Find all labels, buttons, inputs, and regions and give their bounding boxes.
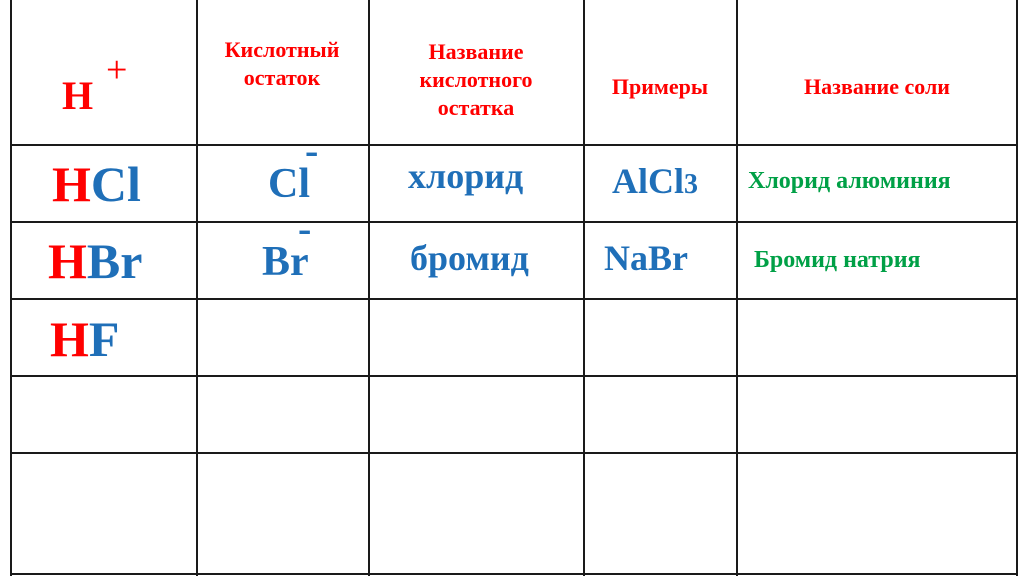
table-border-right bbox=[1016, 0, 1018, 576]
residue-name-chloride: хлорид bbox=[408, 156, 524, 196]
acid-formula-hf: HF bbox=[50, 311, 120, 367]
residue-charge-cl: - bbox=[305, 128, 319, 173]
salt-name-sodium-bromide: Бромид натрия bbox=[754, 247, 921, 273]
row-divider bbox=[10, 144, 1018, 146]
header-residue-name: Название кислотного остатка bbox=[419, 39, 533, 120]
residue-charge-br: - bbox=[298, 206, 312, 251]
header-examples: Примеры bbox=[611, 74, 709, 99]
header-salt-name: Название соли bbox=[804, 74, 950, 99]
table-border-left bbox=[10, 0, 12, 576]
cation-charge: + bbox=[106, 49, 128, 91]
row-divider bbox=[10, 221, 1018, 223]
row-divider bbox=[10, 298, 1018, 300]
residue-br: Br bbox=[262, 239, 309, 285]
table-border-bottom bbox=[10, 573, 1018, 575]
example-alcl3: AlCl3 bbox=[612, 161, 698, 201]
acid-formula-hcl: HCl bbox=[52, 156, 141, 212]
header-acid-residue: Кислотный остаток bbox=[224, 37, 340, 90]
acid-formula-hbr: HBr bbox=[48, 233, 143, 289]
row-divider bbox=[10, 375, 1018, 377]
example-nabr: NaBr bbox=[604, 238, 688, 278]
salt-name-aluminum-chloride: Хлорид алюминия bbox=[748, 168, 951, 194]
row-divider bbox=[10, 452, 1018, 454]
residue-cl: Cl bbox=[268, 161, 310, 207]
cation-symbol: H bbox=[62, 73, 94, 118]
residue-name-bromide: бромид bbox=[410, 238, 529, 278]
